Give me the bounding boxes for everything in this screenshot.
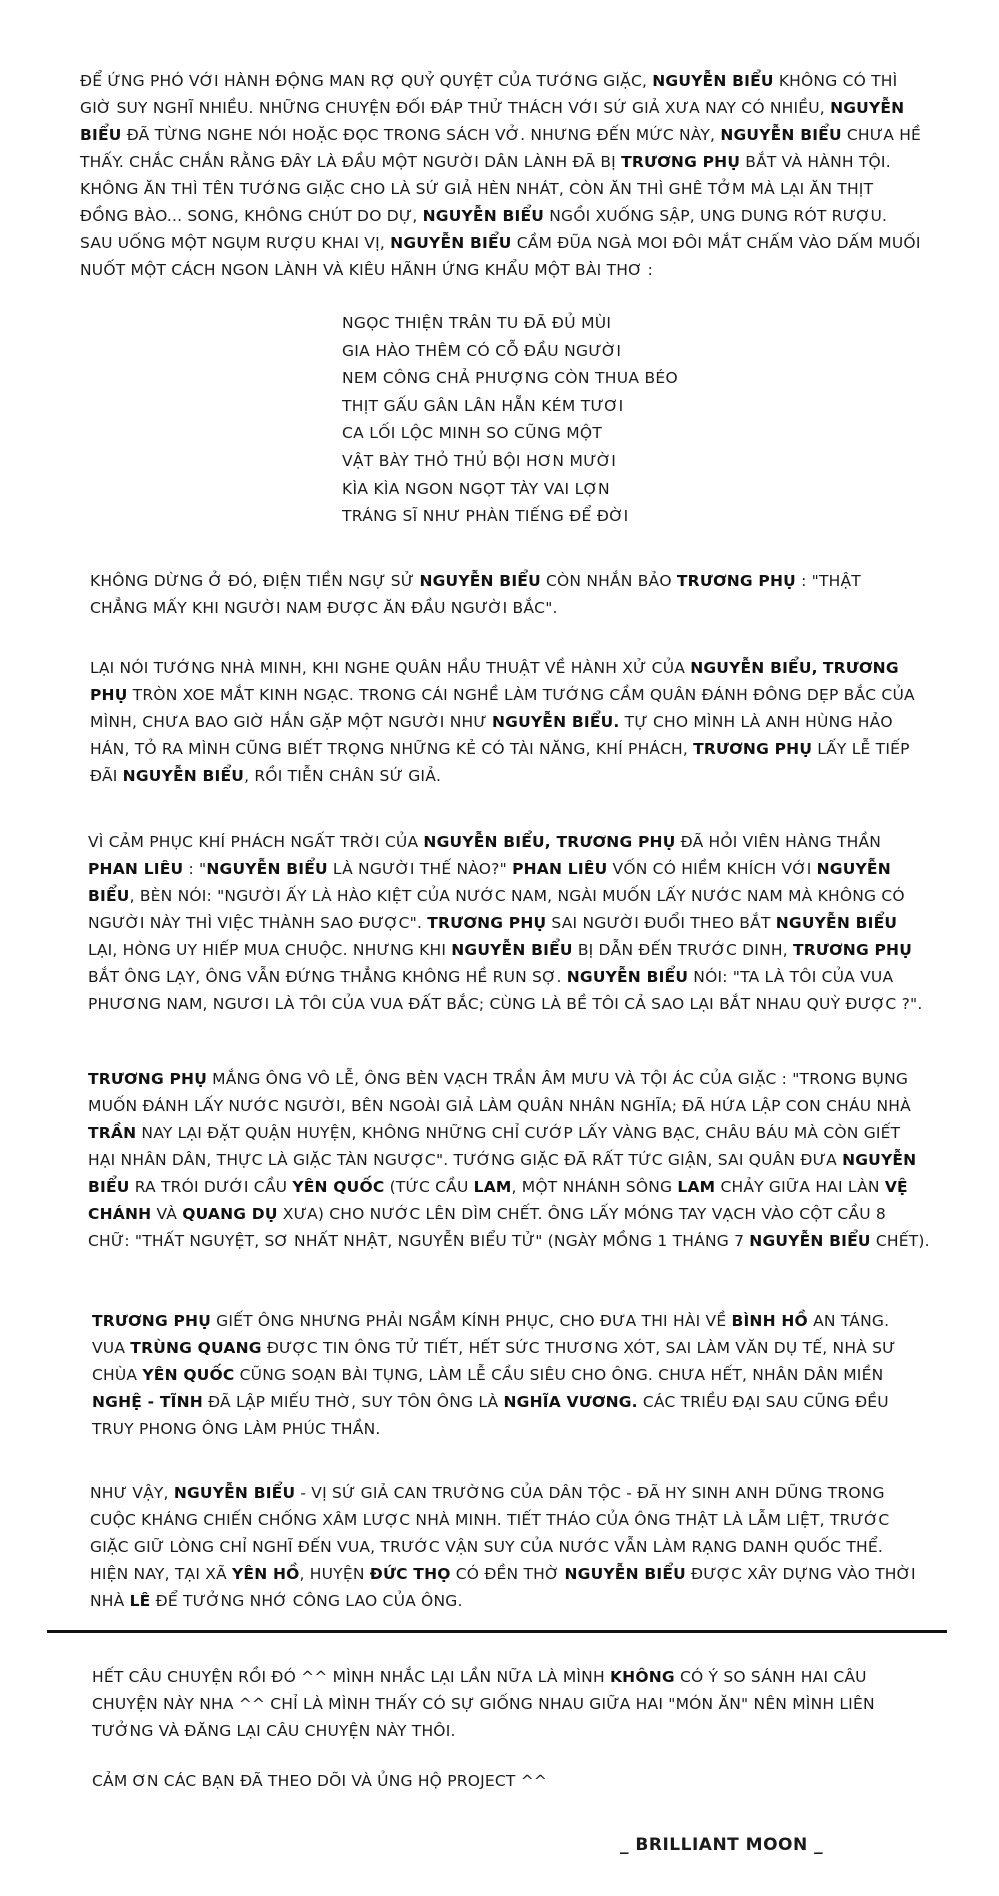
- author-note: HẾT CÂU CHUYỆN RỒI ĐÓ ^^ MÌNH NHẮC LẠI LẦN NỮA LÀ MÌNH KHÔNG CÓ Ý SO SÁNH HAI CÂU CHUYỆN NÀY NHA ^^ CHỈ LÀ MÌNH THẤY CÓ SỰ GIỐNG NHAU GIỮA HAI "MÓN ĂN" NÊN MÌNH LIÊN TƯỞNG VÀ ĐĂNG LẠI CÂU CHUYỆN NÀY THÔI.: [92, 1668, 875, 1740]
- poem: [342, 310, 742, 531]
- poem-line: GIA HÀO THÊM CÓ CỖ ĐẦU NGƯỜI: [342, 341, 622, 360]
- paragraph-1: ĐỂ ỨNG PHÓ VỚI HÀNH ĐỘNG MAN RỢ QUỶ QUYỆT CỦA TƯỚNG GIẶC, NGUYỄN BIỂU KHÔNG CÓ THÌ GIỜ SUY NGHĨ NHIỀU. NHỮNG CHUYỆN ĐỐI ĐÁP THỬ THÁCH VỚI SỨ GIẢ XƯA NAY CÓ NHIỀU, NGUYỄN BIỂU ĐÃ TỪNG NGHE NÓI HOẶC ĐỌC TRONG SÁCH VỞ. NHƯNG ĐẾN MỨC NÀY, NGUYỄN BIỂU CHƯA HỀ THẤY. CHẮC CHẮN RẰNG ĐÂY LÀ ĐẦU MỘT NGƯỜI DÂN LÀNH ĐÃ BỊ TRƯƠNG PHỤ BẮT VÀ HÀNH TỘI. KHÔNG ĂN THÌ TÊN TƯỚNG GIẶC CHO LÀ SỨ GIẢ HÈN NHÁT, CÒN ĂN THÌ GHÊ TỞM MÀ LẠI ĂN THỊT ĐỒNG BÀO... SONG, KHÔNG CHÚT DO DỰ, NGUYỄN BIỂU NGỒI XUỐNG SẬP, UNG DUNG RÓT RƯỢU. SAU UỐNG MỘT NGỤM RƯỢU KHAI VỊ, NGUYỄN BIỂU CẦM ĐŨA NGÀ MOI ĐÔI MẮT CHẤM VÀO DẤM MUỐI NUỐT MỘT CÁCH NGON LÀNH VÀ KIÊU HÃNH ỨNG KHẨU MỘT BÀI THƠ :: [80, 72, 922, 279]
- poem-line: NGỌC THIỆN TRÂN TU ĐÃ ĐỦ MÙI: [342, 314, 612, 332]
- poem-line: THỊT GẤU GÂN LÂN HẴN KÉM TƯƠI: [342, 396, 624, 415]
- signature: _ BRILLIANT MOON _: [620, 1835, 824, 1855]
- poem-line: VẬT BÀY THỎ THỦ BỘI HƠN MƯỜI: [342, 451, 617, 470]
- paragraph-2: KHÔNG DỪNG Ở ĐÓ, ĐIỆN TIỀN NGỰ SỬ NGUYỄN BIỂU CÒN NHẮN BẢO TRƯƠNG PHỤ : "THẬT CHẲNG MẤY KHI NGƯỜI NAM ĐƯỢC ĂN ĐẦU NGƯỜI BẮC".: [90, 572, 861, 617]
- divider-line: [47, 1630, 947, 1633]
- paragraph-3: LẠI NÓI TƯỚNG NHÀ MINH, KHI NGHE QUÂN HẦU THUẬT VỀ HÀNH XỬ CỦA NGUYỄN BIỂU, TRƯƠNG PHỤ TRÒN XOE MẮT KINH NGẠC. TRONG CÁI NGHỀ LÀM TƯỚNG CẦM QUÂN ĐÁNH ĐÔNG DẸP BẮC CỦA MÌNH, CHƯA BAO GIỜ HẮN GẶP MỘT NGƯỜI NHƯ NGUYỄN BIỂU. TỰ CHO MÌNH LÀ ANH HÙNG HẢO HÁN, TỎ RA MÌNH CŨNG BIẾT TRỌNG NHỮNG KẺ CÓ TÀI NĂNG, KHÍ PHÁCH, TRƯƠNG PHỤ LẤY LỄ TIẾP ĐÃI NGUYỄN BIỂU, RỒI TIỄN CHÂN SỨ GIẢ.: [90, 659, 915, 785]
- poem-line: TRÁNG SĨ NHƯ PHÀN TIẾNG ĐỂ ĐỜI: [342, 507, 629, 526]
- paragraph-7: NHƯ VẬY, NGUYỄN BIỂU - VỊ SỨ GIẢ CAN TRƯỜNG CỦA DÂN TỘC - ĐÃ HY SINH ANH DŨNG TRONG CUỘC KHÁNG CHIẾN CHỐNG XÂM LƯỢC NHÀ MINH. TIẾT THÁO CỦA ÔNG THẬT LÀ LẪM LIỆT, TRƯỚC GIẶC GIỮ LÒNG CHỈ NGHĨ ĐẾN VUA, TRƯỚC VẬN SUY CỦA NƯỚC VẪN LÀM RẠNG DANH QUỐC THỂ. HIỆN NAY, TẠI XÃ YÊN HỒ, HUYỆN ĐỨC THỌ CÓ ĐỀN THỜ NGUYỄN BIỂU ĐƯỢC XÂY DỰNG VÀO THỜI NHÀ LÊ ĐỂ TƯỞNG NHỚ CÔNG LAO CỦA ÔNG.: [90, 1484, 916, 1610]
- poem-line: CA LỐI LỘC MINH SO CŨNG MỘT: [342, 424, 603, 443]
- paragraph-6: TRƯƠNG PHỤ GIẾT ÔNG NHƯNG PHẢI NGẦM KÍNH PHỤC, CHO ĐƯA THI HÀI VỀ BÌNH HỒ AN TÁNG. VUA TRÙNG QUANG ĐƯỢC TIN ÔNG TỬ TIẾT, HẾT SỨC THƯƠNG XÓT, SAI LÀM VĂN DỤ TẾ, NHÀ SƯ CHÙA YÊN QUỐC CŨNG SOẠN BÀI TỤNG, LÀM LỄ CẦU SIÊU CHO ÔNG. CHƯA HẾT, NHÂN DÂN MIỀN NGHỆ - TĨNH ĐÃ LẬP MIẾU THỜ, SUY TÔN ÔNG LÀ NGHĨA VƯƠNG. CÁC TRIỀU ĐẠI SAU CŨNG ĐỀU TRUY PHONG ÔNG LÀM PHÚC THẦN.: [92, 1312, 896, 1438]
- thanks-note: CẢM ƠN CÁC BẠN ĐÃ THEO DÕI VÀ ỦNG HỘ PROJECT ^^: [92, 1772, 548, 1790]
- poem-line: NEM CÔNG CHẢ PHƯỢNG CÒN THUA BÉO: [342, 369, 679, 388]
- poem-line: KÌA KÌA NGON NGỌT TÀY VAI LỢN: [342, 479, 610, 498]
- paragraph-4: VÌ CẢM PHỤC KHÍ PHÁCH NGẤT TRỜI CỦA NGUYỄN BIỂU, TRƯƠNG PHỤ ĐÃ HỎI VIÊN HÀNG THẦN PHAN LIÊU : "NGUYỄN BIỂU LÀ NGƯỜI THẾ NÀO?" PHAN LIÊU VỐN CÓ HIỀM KHÍCH VỚI NGUYỄN BIỂU, BÈN NÓI: "NGƯỜI ẤY LÀ HÀO KIỆT CỦA NƯỚC NAM, NGÀI MUỐN LẤY NƯỚC NAM MÀ KHÔNG CÓ NGƯỜI NÀY THÌ VIỆC THÀNH SAO ĐƯỢC". TRƯƠNG PHỤ SAI NGƯỜI ĐUỔI THEO BẮT NGUYỄN BIỂU LẠI, HÒNG UY HIẾP MUA CHUỘC. NHƯNG KHI NGUYỄN BIỂU BỊ DẪN ĐẾN TRƯỚC DINH, TRƯƠNG PHỤ BẮT ÔNG LẠY, ÔNG VẪN ĐỨNG THẲNG KHÔNG HỀ RUN SỢ. NGUYỄN BIỂU NÓI: "TA LÀ TÔI CỦA VUA PHƯƠNG NAM, NGƯƠI LÀ TÔI CỦA VUA ĐẤT BẮC; CÙNG LÀ BỀ TÔI CẢ SAO LẠI BẮT NHAU QUỲ ĐƯỢC ?".: [88, 833, 923, 1013]
- paragraph-5: TRƯƠNG PHỤ MẮNG ÔNG VÔ LỄ, ÔNG BÈN VẠCH TRẦN ÂM MƯU VÀ TỘI ÁC CỦA GIẶC : "TRONG BỤNG MUỐN ĐÁNH LẤY NƯỚC NGƯỜI, BÊN NGOÀI GIẢ LÀM QUÂN NHÂN NGHĨA; ĐÃ HỨA LẬP CON CHÁU NHÀ TRẦN NAY LẠI ĐẶT QUẬN HUYỆN, KHÔNG NHỮNG CHỈ CƯỚP LẤY VÀNG BẠC, CHÂU BÁU MÀ CÒN GIẾT HẠI NHÂN DÂN, THỰC LÀ GIẶC TÀN NGƯỢC". TƯỚNG GIẶC ĐÃ RẤT TỨC GIẬN, SAI QUÂN ĐƯA NGUYỄN BIỂU RA TRÓI DƯỚI CẦU YÊN QUỐC (TỨC CẦU LAM, MỘT NHÁNH SÔNG LAM CHẢY GIỮA HAI LÀN VỆ CHÁNH VÀ QUANG DỤ XƯA) CHO NƯỚC LÊN DÌM CHẾT. ÔNG LẤY MÓNG TAY VẠCH VÀO CỘT CẦU 8 CHỮ: "THẤT NGUYỆT, SƠ NHẤT NHẬT, NGUYỄN BIỂU TỬ" (NGÀY MỒNG 1 THÁNG 7 NGUYỄN BIỂU CHẾT).: [88, 1070, 930, 1250]
